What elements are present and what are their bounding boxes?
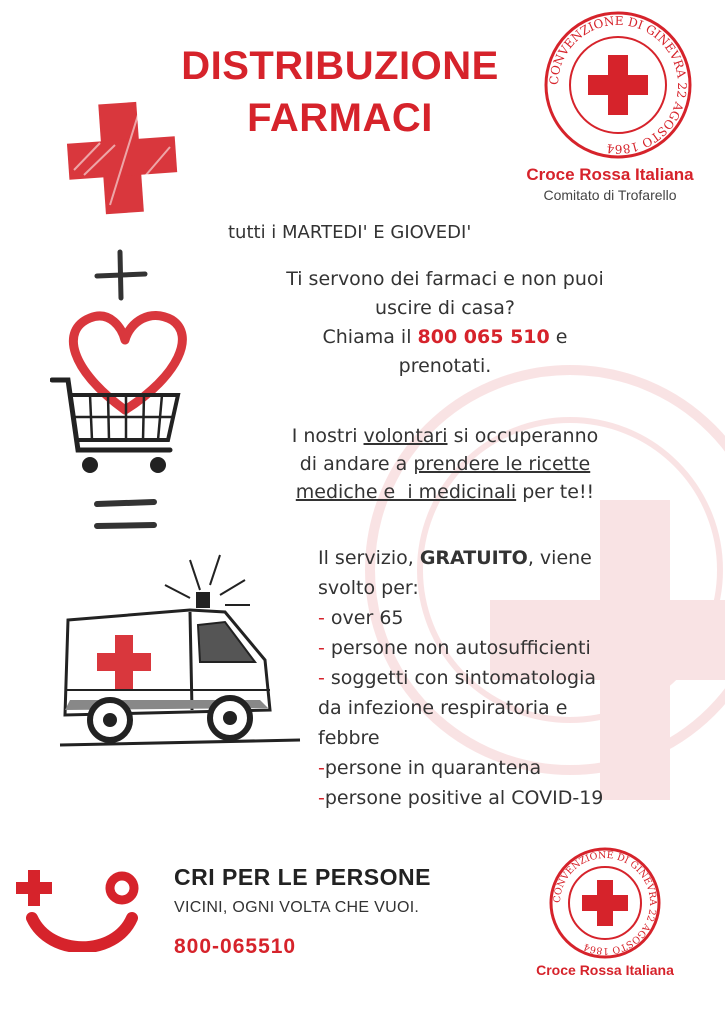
volunteers-line-1 xyxy=(225,422,665,450)
page-title xyxy=(150,40,530,144)
footer-phone[interactable]: 800-065510 xyxy=(174,935,297,958)
intro-call-line xyxy=(225,323,665,352)
svg-text:CONVENZIONE DI GINEVRA 22 AGOS: CONVENZIONE DI GINEVRA 22 AGOSTO 1864 xyxy=(546,13,690,157)
service-continuation: da infezione respiratoria e xyxy=(318,697,568,719)
cri-smile-logo xyxy=(10,862,150,952)
service-list-item xyxy=(318,633,718,663)
volunteers-text: si occuperanno xyxy=(453,425,599,447)
service-text: Il servizio, xyxy=(318,547,414,569)
list-item-text: persone positive al COVID-19 xyxy=(324,787,604,809)
title-line-2: FARMACI xyxy=(247,96,433,140)
footer-tagline: VICINI, OGNI VOLTA CHE VUOI. xyxy=(174,899,420,916)
volunteers-text: di andare a xyxy=(299,453,408,475)
service-list-item xyxy=(318,663,718,693)
organization-name: Croce Rossa Italiana xyxy=(526,165,694,184)
volunteers-line-3 xyxy=(225,478,665,506)
service-line-2: svolto per: xyxy=(318,577,419,599)
list-item-text: persone in quarantena xyxy=(324,757,542,779)
footer-campaign xyxy=(174,864,431,959)
service-text: , viene xyxy=(527,547,592,569)
svg-text:CONVENZIONE DI GINEVRA 22 AGOS: CONVENZIONE DI GINEVRA 22 AGOSTO 1864 xyxy=(551,849,659,957)
phone-number[interactable]: 800 065 510 xyxy=(417,326,550,348)
service-free-label: GRATUITO xyxy=(419,547,528,569)
list-dash: - xyxy=(318,667,331,689)
plus-sign-icon xyxy=(93,248,148,303)
ambulance-sketch-icon xyxy=(50,550,310,760)
equals-sign-icon xyxy=(92,490,160,540)
list-item-text: soggetti con sintomatologia xyxy=(330,667,597,689)
service-list-item xyxy=(318,783,718,813)
volunteers-underlined: mediche e i medicinali xyxy=(295,481,517,503)
volunteers-paragraph xyxy=(225,422,665,506)
list-dash: - xyxy=(318,787,325,809)
volunteers-line-2 xyxy=(225,450,665,478)
committee-name: Comitato di Trofarello xyxy=(543,187,677,203)
list-dash: - xyxy=(318,757,325,779)
call-suffix: e xyxy=(555,326,568,348)
service-paragraph xyxy=(318,543,718,813)
list-item-text: over 65 xyxy=(330,607,404,629)
intro-line-1: Ti servono dei farmaci e non puoi xyxy=(286,268,604,290)
intro-paragraph xyxy=(225,265,665,381)
red-cross-seal-logo-bottom xyxy=(540,846,670,961)
volunteers-underlined: volontari xyxy=(363,425,448,447)
volunteers-text: per te!! xyxy=(522,481,595,503)
schedule-days: tutti i MARTEDI' E GIOVEDI' xyxy=(228,222,472,243)
footer-organization-name: Croce Rossa Italiana xyxy=(536,962,674,978)
service-list-item xyxy=(318,603,718,633)
red-cross-sketch-icon xyxy=(60,95,185,230)
service-continuation: febbre xyxy=(318,727,380,749)
service-line-1 xyxy=(318,543,718,573)
list-item-text: persone non autosufficienti xyxy=(330,637,591,659)
heart-shopping-cart-icon xyxy=(50,300,195,480)
volunteers-text: I nostri xyxy=(291,425,358,447)
service-list-item xyxy=(318,753,718,783)
list-dash: - xyxy=(318,637,331,659)
footer-headline: CRI PER LE PERSONE xyxy=(174,864,431,890)
red-cross-seal-logo xyxy=(538,10,698,160)
call-prefix: Chiama il xyxy=(322,326,412,348)
organization-label xyxy=(500,165,720,203)
intro-line-4: prenotati. xyxy=(398,355,492,377)
volunteers-underlined: prendere le ricette xyxy=(413,453,591,475)
intro-line-2: uscire di casa? xyxy=(375,297,515,319)
list-dash: - xyxy=(318,607,331,629)
title-line-1: DISTRIBUZIONE xyxy=(181,44,499,88)
